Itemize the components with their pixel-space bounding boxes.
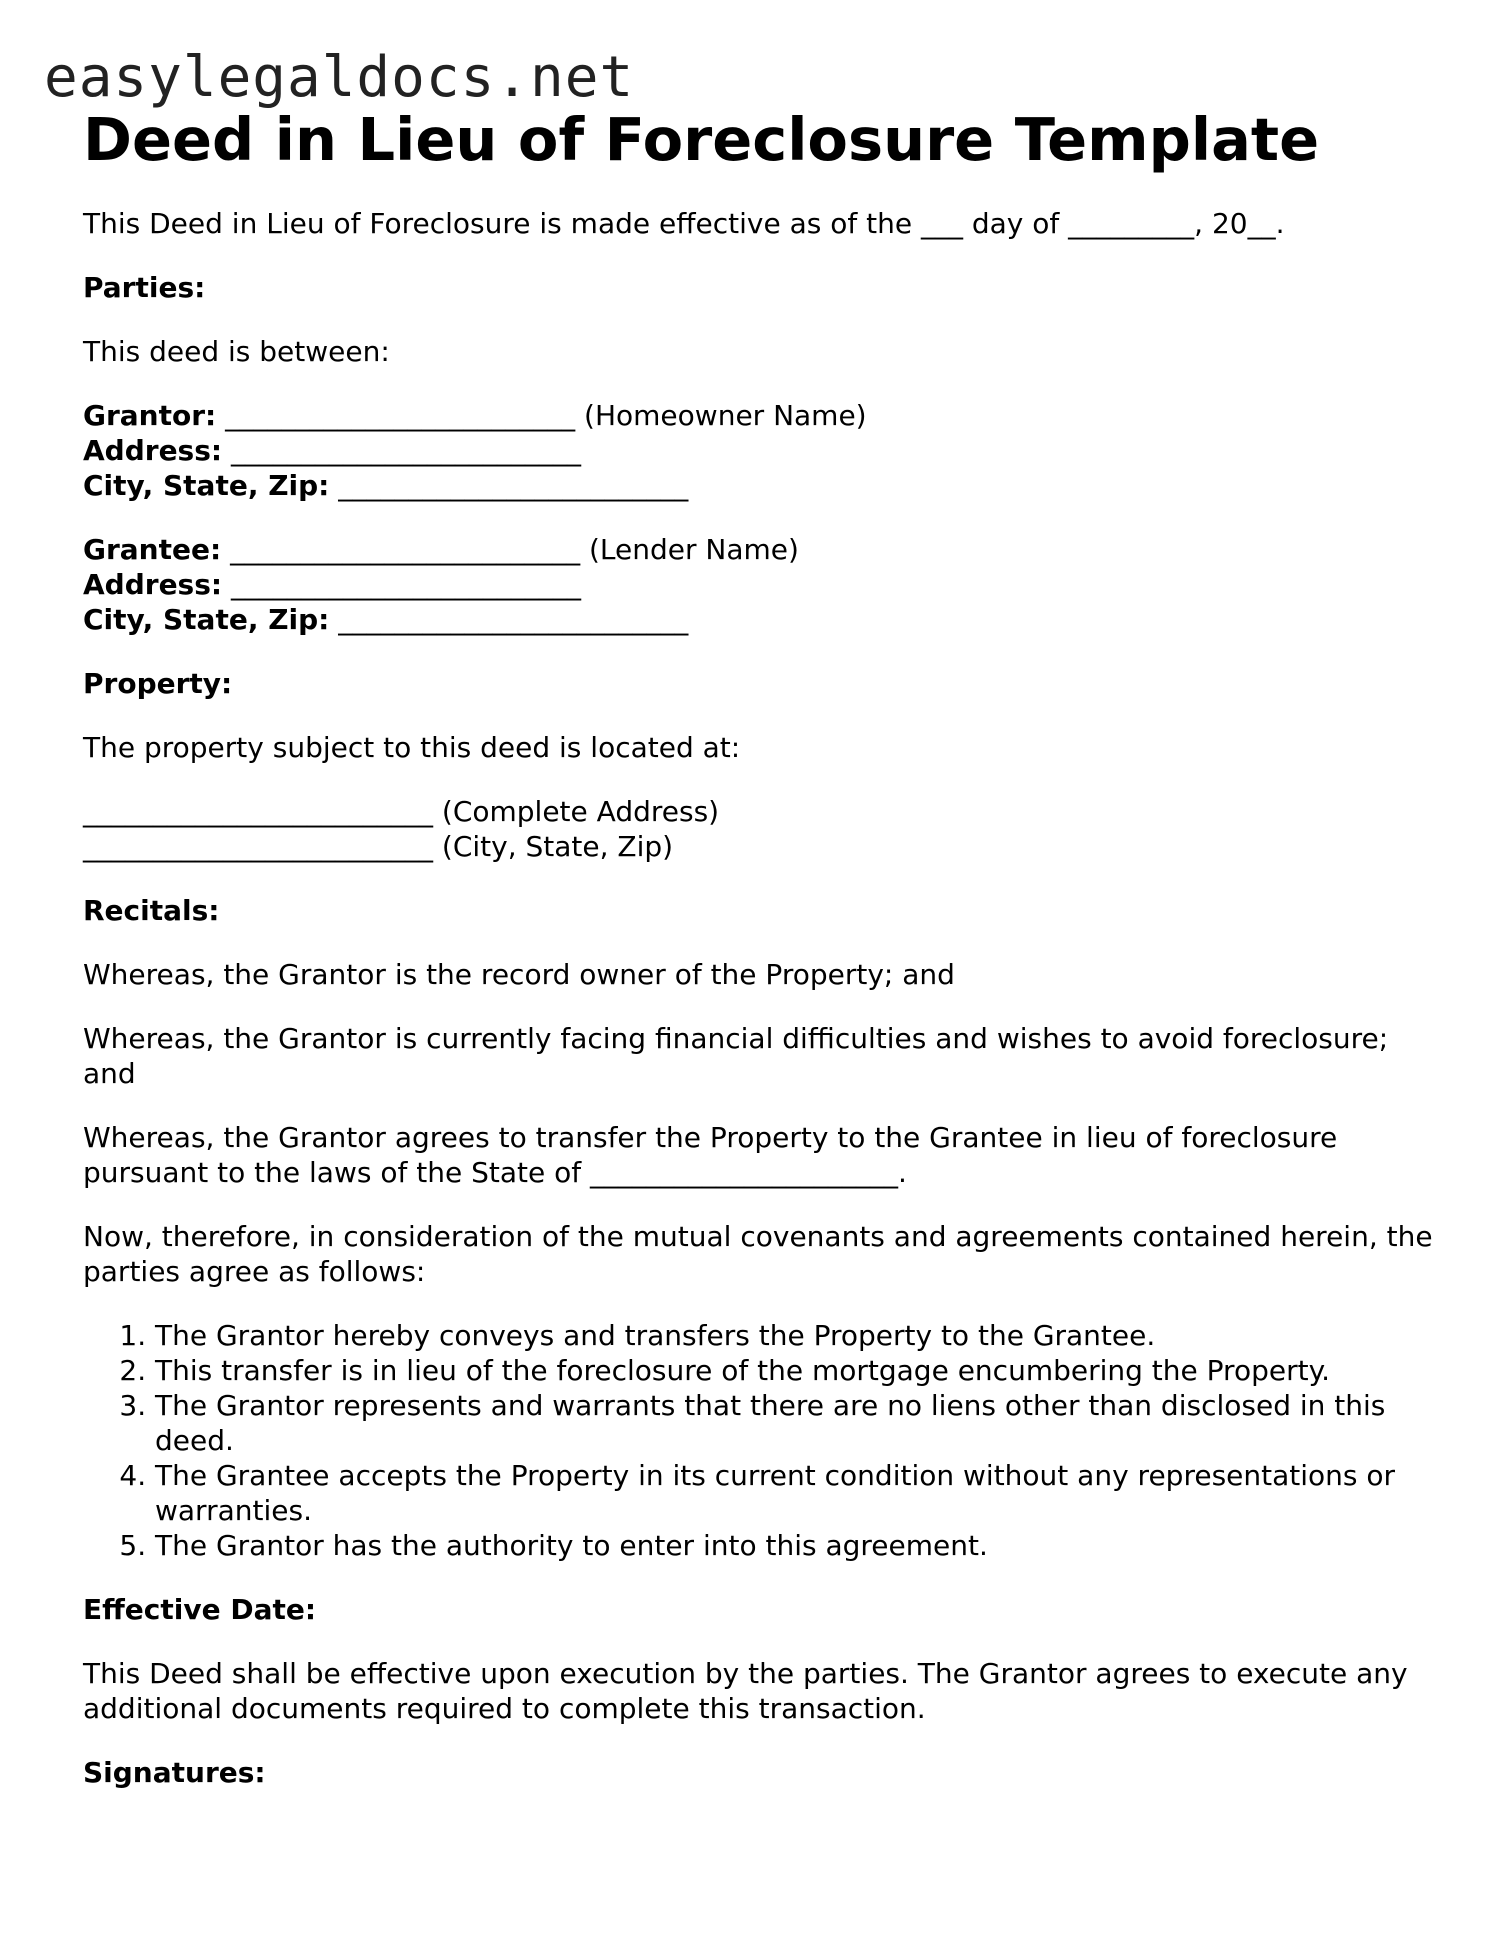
- property-city-line: _________________________ (City, State, Zip): [83, 830, 674, 863]
- parties-heading: Parties:: [83, 271, 206, 304]
- terms-list: [83, 1318, 1443, 1563]
- recital-1: Whereas, the Grantor is the record owner of the Property; and: [83, 958, 955, 991]
- grantor-block: [83, 398, 1443, 503]
- grantor-address-blank: _________________________: [222, 434, 581, 467]
- signatures-heading: Signatures:: [83, 1756, 266, 1789]
- intro-paragraph: This Deed in Lieu of Foreclosure is made effective as of the ___ day of _________, 20__.: [83, 207, 1285, 240]
- grantor-label: Grantor:: [83, 399, 217, 432]
- document: [83, 102, 1443, 1790]
- grantee-city-blank: _________________________: [329, 603, 689, 636]
- recitals-heading: Recitals:: [83, 894, 220, 927]
- watermark: easylegaldocs.net: [44, 45, 635, 110]
- list-item: 1. The Grantor hereby conveys and transfers the Property to the Grantee.: [155, 1318, 1443, 1353]
- grantee-label: Grantee:: [83, 533, 222, 566]
- grantor-city-label: City, State, Zip:: [83, 469, 330, 502]
- grantor-name-line: [83, 398, 1443, 433]
- grantor-city-blank: _________________________: [329, 469, 689, 502]
- property-address-line: _________________________ (Complete Address): [83, 795, 720, 828]
- grantee-address-blank: _________________________: [222, 568, 581, 601]
- grantee-address-label: Address:: [83, 568, 223, 601]
- grantee-name-line: [83, 532, 1443, 567]
- list-item: 2. This transfer is in lieu of the foreclosure of the mortgage encumbering the Property.: [155, 1353, 1443, 1388]
- grantee-blank: _________________________ (Lender Name): [221, 533, 799, 566]
- page-title: Deed in Lieu of Foreclosure Template: [83, 105, 1320, 174]
- parties-text: This deed is between:: [83, 335, 390, 368]
- grantor-address-line: [83, 433, 1443, 468]
- grantee-city-label: City, State, Zip:: [83, 603, 330, 636]
- grantor-blank: _________________________ (Homeowner Name): [216, 399, 867, 432]
- list-item: 4. The Grantee accepts the Property in its current condition without any representations or warranties.: [155, 1458, 1443, 1528]
- effective-date-heading: Effective Date:: [83, 1593, 317, 1626]
- grantee-city-line: [83, 602, 1443, 637]
- grantee-block: [83, 532, 1443, 637]
- effective-date-text: This Deed shall be effective upon execution by the parties. The Grantor agrees to execute any additional documents required to complete this transaction.: [83, 1657, 1417, 1725]
- recital-2: Whereas, the Grantor is currently facing financial difficulties and wishes to avoid foreclosure; and: [83, 1022, 1398, 1090]
- grantor-city-line: [83, 468, 1443, 503]
- recital-4: Now, therefore, in consideration of the mutual covenants and agreements contained herein, the parties agree as follows:: [83, 1220, 1442, 1288]
- grantor-address-label: Address:: [83, 434, 223, 467]
- list-item: 5. The Grantor has the authority to enter into this agreement.: [155, 1528, 1443, 1563]
- list-item: 3. The Grantor represents and warrants that there are no liens other than disclosed in this deed.: [155, 1388, 1443, 1458]
- grantee-address-line: [83, 567, 1443, 602]
- recital-3: Whereas, the Grantor agrees to transfer the Property to the Grantee in lieu of foreclosure pursuant to the laws of the State of ______________________.: [83, 1121, 1347, 1189]
- property-heading: Property:: [83, 667, 233, 700]
- property-text: The property subject to this deed is located at:: [83, 731, 741, 764]
